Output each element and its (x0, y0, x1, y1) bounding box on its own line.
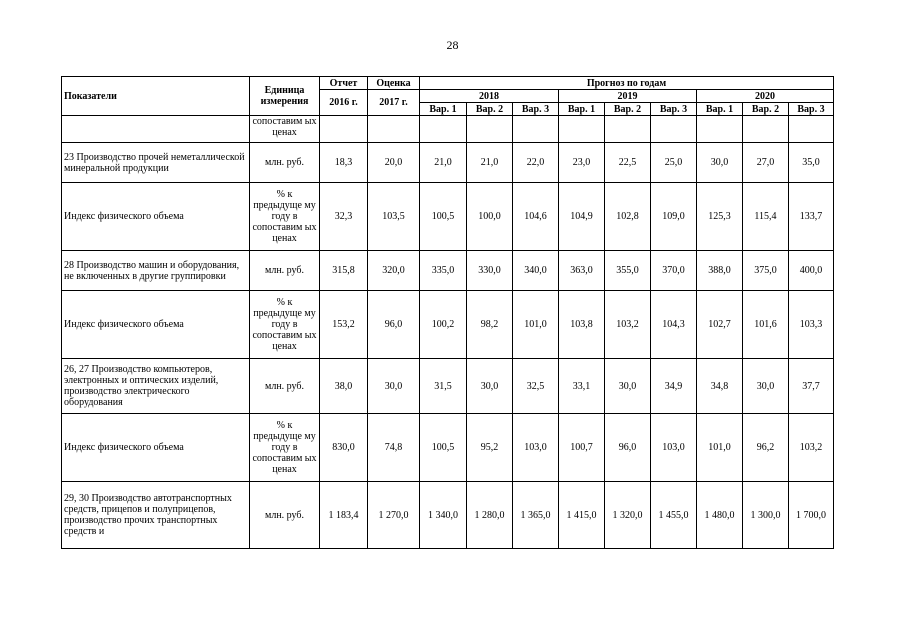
row-value: 22,0 (513, 143, 559, 183)
header-forecast: Прогноз по годам (420, 77, 834, 90)
row-value: 96,0 (605, 414, 651, 482)
row-value: 330,0 (467, 251, 513, 291)
row-value: 340,0 (513, 251, 559, 291)
header-indicators: Показатели (62, 77, 250, 116)
row-value: 355,0 (605, 251, 651, 291)
row-value: 25,0 (651, 143, 697, 183)
row-value: 96,2 (743, 414, 789, 482)
row-value: 95,2 (467, 414, 513, 482)
header-variant: Вар. 1 (697, 103, 743, 116)
row-name: Индекс физического объема (62, 183, 250, 251)
row-value: 400,0 (789, 251, 834, 291)
header-variant: Вар. 3 (789, 103, 834, 116)
row-value: 104,3 (651, 291, 697, 359)
header-unit: Единица измерения (250, 77, 320, 116)
row-value: 37,7 (789, 359, 834, 414)
row-value: 101,0 (513, 291, 559, 359)
row-value: 1 455,0 (651, 482, 697, 549)
row-value: 104,9 (559, 183, 605, 251)
header-variant: Вар. 2 (605, 103, 651, 116)
row-name: 29, 30 Производство автотранспортных средств, прицепов и полуприцепов, производство прочих транспортных средств и (62, 482, 250, 549)
row-value: 100,0 (467, 183, 513, 251)
row-value: 1 300,0 (743, 482, 789, 549)
row-value: 33,1 (559, 359, 605, 414)
row-value: 74,8 (368, 414, 420, 482)
row-value: 35,0 (789, 143, 834, 183)
row-unit: млн. руб. (250, 143, 320, 183)
header-variant: Вар. 3 (651, 103, 697, 116)
row-value (789, 116, 834, 143)
row-value (697, 116, 743, 143)
row-value: 30,0 (605, 359, 651, 414)
header-year-2018: 2018 (420, 90, 559, 103)
table-row (62, 482, 834, 549)
row-value: 27,0 (743, 143, 789, 183)
row-value (651, 116, 697, 143)
header-year-2020: 2020 (697, 90, 834, 103)
header-variant: Вар. 1 (420, 103, 467, 116)
row-value: 101,0 (697, 414, 743, 482)
table-row (62, 183, 834, 251)
row-value (420, 116, 467, 143)
row-value: 96,0 (368, 291, 420, 359)
row-value: 20,0 (368, 143, 420, 183)
forecast-table (61, 76, 834, 549)
row-value: 101,6 (743, 291, 789, 359)
row-value: 100,5 (420, 414, 467, 482)
header-variant: Вар. 1 (559, 103, 605, 116)
row-value: 1 270,0 (368, 482, 420, 549)
row-unit: млн. руб. (250, 251, 320, 291)
row-value: 30,0 (697, 143, 743, 183)
row-value (320, 116, 368, 143)
row-value (513, 116, 559, 143)
row-value: 830,0 (320, 414, 368, 482)
row-value: 1 280,0 (467, 482, 513, 549)
row-value: 100,5 (420, 183, 467, 251)
row-unit: % к предыдуще му году в сопоставим ых ценах (250, 291, 320, 359)
row-value: 21,0 (467, 143, 513, 183)
row-value: 1 365,0 (513, 482, 559, 549)
row-value: 315,8 (320, 251, 368, 291)
row-value: 21,0 (420, 143, 467, 183)
row-value: 103,0 (651, 414, 697, 482)
row-value: 30,0 (743, 359, 789, 414)
row-value: 1 320,0 (605, 482, 651, 549)
row-value: 34,9 (651, 359, 697, 414)
row-value: 133,7 (789, 183, 834, 251)
row-value: 32,5 (513, 359, 559, 414)
row-value: 370,0 (651, 251, 697, 291)
row-unit: млн. руб. (250, 359, 320, 414)
header-year-2019: 2019 (559, 90, 697, 103)
row-value: 1 700,0 (789, 482, 834, 549)
row-value: 103,8 (559, 291, 605, 359)
row-unit: сопоставим ых ценах (250, 116, 320, 143)
row-value: 98,2 (467, 291, 513, 359)
row-name: 26, 27 Производство компьютеров, электронных и оптических изделий, производство электрического оборудования (62, 359, 250, 414)
row-value: 115,4 (743, 183, 789, 251)
header-variant: Вар. 2 (743, 103, 789, 116)
row-value (743, 116, 789, 143)
row-name: Индекс физического объема (62, 414, 250, 482)
row-value (368, 116, 420, 143)
row-value: 1 340,0 (420, 482, 467, 549)
row-value: 388,0 (697, 251, 743, 291)
row-value: 103,3 (789, 291, 834, 359)
table-row (62, 414, 834, 482)
row-value: 103,2 (605, 291, 651, 359)
row-value: 102,8 (605, 183, 651, 251)
row-value: 18,3 (320, 143, 368, 183)
header-variant: Вар. 3 (513, 103, 559, 116)
row-unit: % к предыдуще му году в сопоставим ых ценах (250, 183, 320, 251)
row-value: 109,0 (651, 183, 697, 251)
table-row (62, 251, 834, 291)
row-value: 32,3 (320, 183, 368, 251)
row-value: 30,0 (467, 359, 513, 414)
row-name: 23 Производство прочей неметаллической минеральной продукции (62, 143, 250, 183)
row-value: 104,6 (513, 183, 559, 251)
header-variant: Вар. 2 (467, 103, 513, 116)
header-estimate: Оценка (368, 77, 420, 90)
header-report-year: 2016 г. (320, 90, 368, 116)
row-name: 28 Производство машин и оборудования, не включенных в другие группировки (62, 251, 250, 291)
row-value: 103,0 (513, 414, 559, 482)
row-value (605, 116, 651, 143)
page-number: 28 (446, 38, 459, 52)
row-value: 153,2 (320, 291, 368, 359)
row-value: 375,0 (743, 251, 789, 291)
row-unit: % к предыдуще му году в сопоставим ых ценах (250, 414, 320, 482)
row-value: 1 415,0 (559, 482, 605, 549)
row-value: 320,0 (368, 251, 420, 291)
row-value: 22,5 (605, 143, 651, 183)
row-value: 335,0 (420, 251, 467, 291)
row-value: 1 480,0 (697, 482, 743, 549)
row-value: 125,3 (697, 183, 743, 251)
row-value: 34,8 (697, 359, 743, 414)
row-name: Индекс физического объема (62, 291, 250, 359)
row-name (62, 116, 250, 143)
table-row (62, 291, 834, 359)
row-value (467, 116, 513, 143)
row-value: 38,0 (320, 359, 368, 414)
row-value: 1 183,4 (320, 482, 368, 549)
row-value: 102,7 (697, 291, 743, 359)
row-value: 30,0 (368, 359, 420, 414)
row-value: 100,2 (420, 291, 467, 359)
row-value: 103,2 (789, 414, 834, 482)
row-value: 31,5 (420, 359, 467, 414)
table-row (62, 116, 834, 143)
header-report: Отчет (320, 77, 368, 90)
table-row (62, 143, 834, 183)
row-value: 23,0 (559, 143, 605, 183)
header-estimate-year: 2017 г. (368, 90, 420, 116)
row-value: 103,5 (368, 183, 420, 251)
row-value: 363,0 (559, 251, 605, 291)
row-unit: млн. руб. (250, 482, 320, 549)
row-value (559, 116, 605, 143)
row-value: 100,7 (559, 414, 605, 482)
table-row (62, 359, 834, 414)
